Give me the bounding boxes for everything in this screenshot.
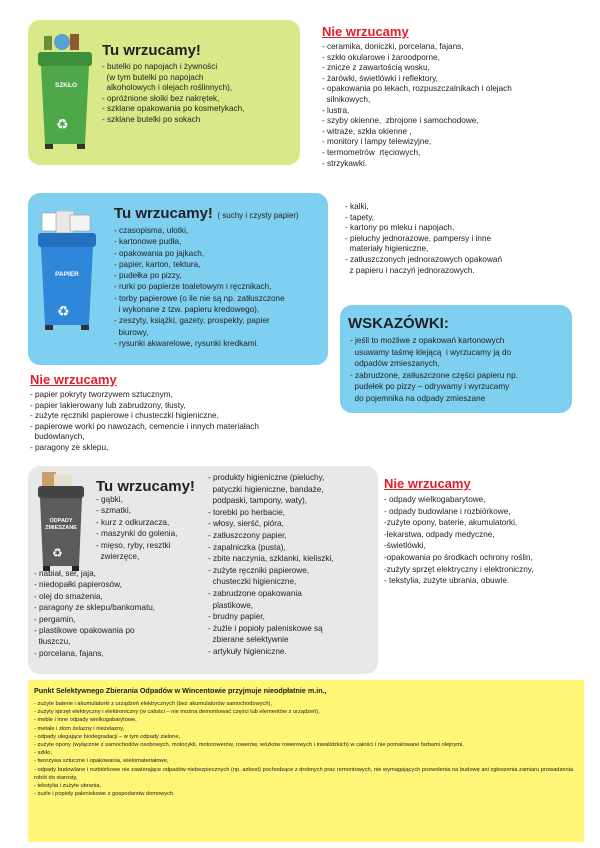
mixed-recycle-icon: ♻ bbox=[52, 546, 63, 560]
paper-header bbox=[114, 205, 299, 223]
list-item: (w tym butelki po napojach bbox=[102, 72, 204, 82]
list-item: -świetlówki, bbox=[384, 541, 426, 551]
list-item: - kartonowe pudła, bbox=[114, 237, 182, 247]
pszok-section bbox=[28, 680, 584, 842]
list-item: - szyby okienne, zbrojone i samochodowe, bbox=[322, 116, 479, 126]
list-item: pudełek po pizzy – odrywamy i wyrzucamy bbox=[350, 382, 510, 392]
list-item: - ceramika, doniczki, porcelana, fajans, bbox=[322, 42, 464, 51]
list-item: - zużyte ręczniki papierowe, bbox=[208, 565, 310, 575]
list-item: -opakowania po środkach ochrony roślin, bbox=[384, 552, 533, 562]
list-item: - zatłuszczonych jednorazowych opakowań bbox=[345, 254, 503, 264]
list-item: - kurz z odkurzacza, bbox=[96, 517, 170, 527]
mixed-section bbox=[28, 466, 378, 674]
list-item: - szkło okularowe i żaroodporne, bbox=[322, 52, 440, 62]
paper-list bbox=[114, 225, 285, 349]
list-item: - żużle i popioły paleniskowe z gospodarstw domowych. bbox=[34, 791, 175, 798]
list-item: silnikowych, bbox=[322, 94, 371, 104]
list-item: -zużyty sprzęt elektryczny i elektroniczny, bbox=[384, 564, 534, 574]
tips-title: WSKAZÓWKI: bbox=[348, 315, 449, 332]
list-item: - czasopisma, ulotki, bbox=[114, 226, 189, 235]
list-item: - papierowe worki po nawozach, cemencie i innych materiałach bbox=[30, 421, 259, 431]
tips-section bbox=[340, 305, 572, 413]
list-item: - butelki po napojach i żywności bbox=[102, 62, 218, 71]
paper-section bbox=[28, 193, 328, 365]
list-item: - pergamin, bbox=[34, 614, 76, 624]
paper-bin-label: PAPIER bbox=[55, 271, 79, 278]
list-item: - szkło, bbox=[34, 750, 53, 757]
mixed-left-list-lower bbox=[34, 568, 155, 659]
list-item: biurowy, bbox=[114, 327, 149, 337]
list-item: - nabiał, ser, jaja, bbox=[34, 569, 96, 578]
list-item: - papier lakierowany lub zabrudzony, tłusty, bbox=[30, 400, 186, 410]
list-item: - metale i złom żelazny i nieżelazny, bbox=[34, 725, 125, 732]
list-item: - torebki po herbacie, bbox=[208, 507, 285, 517]
list-item: - maszynki do golenia, bbox=[96, 529, 178, 539]
list-item: - zużyte baterie i akumulatorki z urządzeń elektrycznych (bez akumulatorów samochodowych), bbox=[34, 701, 273, 707]
list-item: - kartony po mleku i napojach, bbox=[345, 223, 455, 233]
list-item: - pudełka po pizzy, bbox=[114, 271, 182, 281]
list-item: tłuszczu, bbox=[34, 637, 71, 647]
list-item: - paragony ze sklepu/bankomatu, bbox=[34, 603, 156, 613]
list-item: - witraże, szkła okienne , bbox=[322, 126, 412, 136]
list-item: - termometrów rtęciowych, bbox=[322, 147, 421, 157]
glass-title: Tu wrzucamy! bbox=[102, 42, 201, 59]
list-item: - odpady ulegające biodegradacji – w tym odpady zielone, bbox=[34, 733, 181, 740]
list-item: - strzykawki. bbox=[322, 158, 368, 168]
list-item: - opróżnione słoiki bez nakrętek, bbox=[102, 93, 220, 103]
list-item: zwierzęce, bbox=[96, 552, 140, 562]
list-item: - szmatki, bbox=[96, 506, 132, 516]
list-item: - zużyte opony (wyłącznie z samochodów osobowych, motocykli, motorowerów, rowerów, wózków rowerowych i inwalidzkich) w całości i nie pomalowane farbami olejnymi, bbox=[34, 742, 464, 749]
list-item: - produkty higieniczne (pieluchy, bbox=[208, 473, 325, 482]
list-item: - tekstylia, zużyte ubrania, obuwie. bbox=[384, 576, 510, 586]
list-item: - paragony ze sklepu, bbox=[30, 442, 109, 452]
list-item: - włosy, sierść, pióra, bbox=[208, 519, 284, 529]
list-item: - papier, karton, tektura, bbox=[114, 259, 201, 269]
list-item: z papieru i naczyń jednorazowych. bbox=[345, 265, 475, 275]
glass-list bbox=[102, 62, 244, 126]
glass-no-title: Nie wrzucamy bbox=[322, 24, 409, 39]
list-item: - odpady budowlane i rozbiórkowe, bbox=[384, 506, 511, 516]
list-item: - szklane butelki po sokach bbox=[102, 114, 201, 124]
list-item: - tapety, bbox=[345, 212, 374, 222]
glass-bin-label: SZKŁO bbox=[54, 82, 78, 89]
list-item: - artykuły higieniczne. bbox=[208, 646, 287, 656]
list-item: patyczki higieniczne, bandaże, bbox=[208, 484, 324, 494]
list-item: podpaski, tampony, waty), bbox=[208, 496, 308, 506]
list-item: - rurki po papierze toaletowym i ręcznikach, bbox=[114, 282, 272, 292]
mixed-title: Tu wrzucamy! bbox=[96, 478, 195, 495]
pszok-title: Punkt Selektywnego Zbierania Odpadów w Wincentowie przyjmuje nieodpłatnie m.in., bbox=[34, 686, 327, 695]
list-item: - żarówki, świetlówki i reflektory, bbox=[322, 73, 438, 83]
list-item: - żużle i popioły paleniskowe są bbox=[208, 623, 323, 633]
list-item: plastikowe, bbox=[208, 600, 254, 610]
mixed-no-title: Nie wrzucamy bbox=[384, 476, 471, 491]
list-item: - mięso, ryby, resztki bbox=[96, 540, 171, 550]
list-item: - odpady wielkogabarytowe, bbox=[384, 495, 486, 504]
glass-no-list bbox=[322, 42, 512, 169]
list-item: odpadów zmieszanych, bbox=[350, 359, 440, 369]
glass-section bbox=[28, 20, 300, 165]
list-item: - zbite naczynia, szklanki, kieliszki, bbox=[208, 554, 334, 564]
list-item: chusteczki higieniczne, bbox=[208, 577, 297, 587]
list-item: alkoholowych i olejach roślinnych), bbox=[102, 83, 233, 93]
list-item: do pojemnika na odpady zmieszane bbox=[350, 393, 486, 403]
paper-no-title: Nie wrzucamy bbox=[30, 372, 117, 387]
list-item: - zatłuszczony papier, bbox=[208, 530, 287, 540]
mixed-bin-label: ODPADY ZMIESZANE bbox=[45, 518, 77, 531]
list-item: - opakowania po jajkach, bbox=[114, 248, 205, 258]
list-item: - zużyty sprzęt elektryczny i elektroniczny (w całości – nie można demontować części lub elementów z urządzeń), bbox=[34, 709, 320, 716]
list-item: - monitory i lampy telewizyjne, bbox=[322, 137, 432, 147]
list-item: - plastikowe opakowania po bbox=[34, 626, 135, 636]
list-item: - zabrudzone, zatłuszczone części papieru np. bbox=[350, 370, 518, 380]
paper-title: Tu wrzucamy! bbox=[114, 205, 213, 222]
list-item: - brudny papier, bbox=[208, 612, 265, 622]
paper-subtitle: ( suchy i czysty papier) bbox=[217, 211, 299, 220]
list-item: - zużyte ręczniki papierowe i chusteczki higieniczne, bbox=[30, 411, 219, 421]
list-item: budowlanych, bbox=[30, 432, 85, 442]
list-item: - olej do smażenia, bbox=[34, 591, 103, 601]
list-item: - jeśli to możliwe z opakowań kartonowych bbox=[350, 336, 505, 345]
list-item: - szklane opakowania po kosmetykach, bbox=[102, 104, 245, 114]
list-item: - pieluchy jednorazowe, pampersy i inne bbox=[345, 233, 492, 243]
list-item: materiały higieniczne, bbox=[345, 244, 429, 254]
paper-recycle-icon: ♻ bbox=[57, 303, 70, 319]
list-item: - zabrudzone opakowania bbox=[208, 588, 302, 598]
list-item: -lekarstwa, odpady medyczne, bbox=[384, 529, 495, 539]
list-item: zbierane selektywnie bbox=[208, 635, 289, 645]
list-item: - tekstylia i zużyte ubrania, bbox=[34, 783, 102, 790]
list-item: - znicze z zawartością wosku, bbox=[322, 63, 430, 73]
list-item: - lustra, bbox=[322, 105, 350, 115]
paper-no-list bbox=[30, 390, 259, 454]
list-item: - torby papierowe (o ile nie są np. zatłuszczone bbox=[114, 293, 285, 303]
mixed-right-list bbox=[208, 472, 334, 658]
list-item: i wykonane z tzw. papieru kredowego), bbox=[114, 305, 260, 315]
list-item: - odpady budowlane i rozbiórkowe nie zawierające odpadów niebezpiecznych (np. azbest) pochodzące z drobnych prac remontowych, nie wymagających pozwolenia na budowę ani zgłoszenia zamiaru prowadzenia robót do starosty, bbox=[34, 766, 574, 781]
list-item: - zeszyty, książki, gazety, prospekty, papier bbox=[114, 316, 270, 326]
pszok-list bbox=[34, 700, 574, 798]
list-item: - opakowania po lekach, rozpuszczalnikach i olejach bbox=[322, 84, 512, 94]
list-item: -zużyte opony, baterie, akumulatorki, bbox=[384, 518, 518, 528]
tips-list bbox=[350, 335, 518, 405]
list-item: - zapalniczka (pusta), bbox=[208, 542, 286, 552]
list-item: - tworzywa sztuczne i opakowania, wielomateriałowe, bbox=[34, 758, 169, 765]
list-item: - niedopałki papierosów, bbox=[34, 580, 122, 590]
list-item: - kalki, bbox=[345, 202, 369, 211]
list-item: - porcelana, fajans, bbox=[34, 648, 104, 658]
glass-recycle-icon: ♻ bbox=[56, 116, 69, 132]
paper-no-right-list bbox=[345, 202, 502, 276]
mixed-no-list bbox=[384, 494, 534, 587]
list-item: - meble i inne odpady wielkogabarytowe, bbox=[34, 717, 137, 724]
list-item: usuwamy taśmę klejącą i wyrzucamy ją do bbox=[350, 347, 512, 357]
list-item: - papier pokryty tworzywem sztucznym, bbox=[30, 390, 173, 399]
mixed-left-list bbox=[96, 494, 177, 562]
list-item: - rysunki akwarelowe, rysunki kredkami. bbox=[114, 338, 259, 348]
list-item: - gąbki, bbox=[96, 495, 123, 504]
